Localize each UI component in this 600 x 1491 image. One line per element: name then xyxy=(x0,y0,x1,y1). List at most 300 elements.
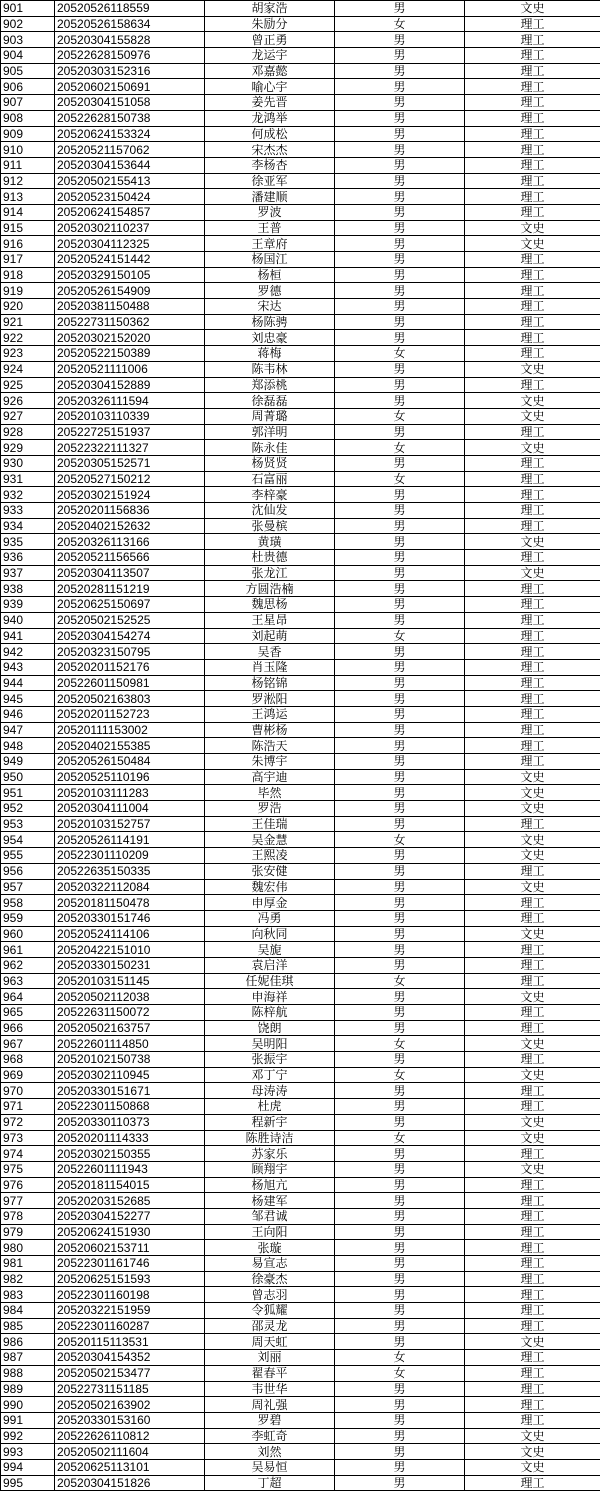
seq-number-cell: 975 xyxy=(1,1161,55,1177)
student-name-cell: 翟春平 xyxy=(205,1365,335,1381)
track-cell: 理工 xyxy=(465,518,600,534)
track-cell: 理工 xyxy=(465,110,600,126)
gender-cell: 男 xyxy=(335,675,465,691)
gender-cell: 男 xyxy=(335,189,465,205)
exam-id-cell: 20520525110196 xyxy=(55,769,205,785)
exam-id-cell: 20520181150478 xyxy=(55,895,205,911)
table-row xyxy=(1,299,600,315)
seq-number-cell: 910 xyxy=(1,142,55,158)
exam-id-cell: 20520302110237 xyxy=(55,220,205,236)
table-row xyxy=(1,1412,600,1428)
track-cell: 理工 xyxy=(465,754,600,770)
exam-id-cell: 20520602153711 xyxy=(55,1240,205,1256)
seq-number-cell: 943 xyxy=(1,659,55,675)
gender-cell: 男 xyxy=(335,706,465,722)
student-name-cell: 徐豪杰 xyxy=(205,1271,335,1287)
exam-id-cell: 20520103152757 xyxy=(55,816,205,832)
exam-id-cell: 20520522150389 xyxy=(55,346,205,362)
table-row xyxy=(1,1146,600,1162)
seq-number-cell: 955 xyxy=(1,848,55,864)
gender-cell: 男 xyxy=(335,361,465,377)
exam-id-cell: 20520502155413 xyxy=(55,173,205,189)
track-cell: 理工 xyxy=(465,581,600,597)
seq-number-cell: 951 xyxy=(1,785,55,801)
table-row xyxy=(1,644,600,660)
table-row xyxy=(1,220,600,236)
gender-cell: 男 xyxy=(335,895,465,911)
student-name-cell: 肖玉隆 xyxy=(205,659,335,675)
seq-number-cell: 905 xyxy=(1,63,55,79)
exam-id-cell: 20520323150795 xyxy=(55,644,205,660)
seq-number-cell: 920 xyxy=(1,299,55,315)
gender-cell: 男 xyxy=(335,503,465,519)
table-row xyxy=(1,691,600,707)
student-name-cell: 张曼槟 xyxy=(205,518,335,534)
track-cell: 文史 xyxy=(465,361,600,377)
exam-id-cell: 20520330151671 xyxy=(55,1083,205,1099)
gender-cell: 男 xyxy=(335,942,465,958)
seq-number-cell: 972 xyxy=(1,1114,55,1130)
gender-cell: 男 xyxy=(335,518,465,534)
seq-number-cell: 987 xyxy=(1,1350,55,1366)
seq-number-cell: 931 xyxy=(1,471,55,487)
exam-id-cell: 20520303152316 xyxy=(55,63,205,79)
gender-cell: 男 xyxy=(335,816,465,832)
table-row xyxy=(1,455,600,471)
track-cell: 理工 xyxy=(465,1381,600,1397)
student-name-cell: 潘建顺 xyxy=(205,189,335,205)
track-cell: 文史 xyxy=(465,848,600,864)
exam-id-cell: 20520526154909 xyxy=(55,283,205,299)
gender-cell: 男 xyxy=(335,1318,465,1334)
table-row xyxy=(1,879,600,895)
exam-id-cell: 20520502163757 xyxy=(55,1020,205,1036)
table-row xyxy=(1,957,600,973)
gender-cell: 男 xyxy=(335,754,465,770)
student-name-cell: 龙运宇 xyxy=(205,48,335,64)
seq-number-cell: 973 xyxy=(1,1130,55,1146)
student-name-cell: 苏家乐 xyxy=(205,1146,335,1162)
student-name-cell: 魏思杨 xyxy=(205,597,335,613)
track-cell: 理工 xyxy=(465,48,600,64)
exam-id-cell: 20520322151959 xyxy=(55,1303,205,1319)
track-cell: 理工 xyxy=(465,1240,600,1256)
seq-number-cell: 986 xyxy=(1,1334,55,1350)
seq-number-cell: 992 xyxy=(1,1428,55,1444)
table-row xyxy=(1,48,600,64)
student-name-cell: 周天虹 xyxy=(205,1334,335,1350)
student-name-cell: 刘然 xyxy=(205,1444,335,1460)
seq-number-cell: 971 xyxy=(1,1099,55,1115)
table-row xyxy=(1,581,600,597)
table-row xyxy=(1,1271,600,1287)
student-name-cell: 陈永佳 xyxy=(205,440,335,456)
exam-id-cell: 20520201114333 xyxy=(55,1130,205,1146)
table-row xyxy=(1,503,600,519)
exam-id-cell: 20520330110373 xyxy=(55,1114,205,1130)
exam-id-cell: 20520302150355 xyxy=(55,1146,205,1162)
student-name-cell: 王普 xyxy=(205,220,335,236)
seq-number-cell: 980 xyxy=(1,1240,55,1256)
student-name-cell: 杜虎 xyxy=(205,1099,335,1115)
track-cell: 理工 xyxy=(465,910,600,926)
table-row xyxy=(1,424,600,440)
table-row xyxy=(1,1397,600,1413)
gender-cell: 女 xyxy=(335,16,465,32)
student-name-cell: 杨建军 xyxy=(205,1193,335,1209)
seq-number-cell: 954 xyxy=(1,832,55,848)
student-name-cell: 喻心宇 xyxy=(205,79,335,95)
student-name-cell: 罗波 xyxy=(205,204,335,220)
track-cell: 文史 xyxy=(465,801,600,817)
gender-cell: 男 xyxy=(335,48,465,64)
exam-id-cell: 20522635150335 xyxy=(55,863,205,879)
gender-cell: 男 xyxy=(335,267,465,283)
track-cell: 文史 xyxy=(465,769,600,785)
gender-cell: 男 xyxy=(335,785,465,801)
roster-body xyxy=(1,1,600,1491)
exam-id-cell: 20520115113531 xyxy=(55,1334,205,1350)
table-row xyxy=(1,550,600,566)
student-name-cell: 徐亚军 xyxy=(205,173,335,189)
student-name-cell: 胡家浩 xyxy=(205,1,335,17)
table-row xyxy=(1,597,600,613)
exam-id-cell: 20520526118559 xyxy=(55,1,205,17)
gender-cell: 女 xyxy=(335,471,465,487)
gender-cell: 男 xyxy=(335,110,465,126)
table-row xyxy=(1,173,600,189)
exam-id-cell: 20520502152525 xyxy=(55,612,205,628)
gender-cell: 男 xyxy=(335,220,465,236)
exam-id-cell: 20520304154274 xyxy=(55,628,205,644)
gender-cell: 男 xyxy=(335,1271,465,1287)
student-name-cell: 王章府 xyxy=(205,236,335,252)
table-row xyxy=(1,471,600,487)
seq-number-cell: 934 xyxy=(1,518,55,534)
seq-number-cell: 927 xyxy=(1,408,55,424)
track-cell: 理工 xyxy=(465,63,600,79)
student-name-cell: 吴旎 xyxy=(205,942,335,958)
gender-cell: 男 xyxy=(335,691,465,707)
seq-number-cell: 956 xyxy=(1,863,55,879)
student-name-cell: 张璇 xyxy=(205,1240,335,1256)
exam-id-cell: 20520181154015 xyxy=(55,1177,205,1193)
student-name-cell: 杨铭锦 xyxy=(205,675,335,691)
gender-cell: 男 xyxy=(335,32,465,48)
seq-number-cell: 944 xyxy=(1,675,55,691)
track-cell: 文史 xyxy=(465,832,600,848)
gender-cell: 男 xyxy=(335,1052,465,1068)
track-cell: 文史 xyxy=(465,1334,600,1350)
table-row xyxy=(1,1428,600,1444)
student-name-cell: 邓嘉懿 xyxy=(205,63,335,79)
seq-number-cell: 952 xyxy=(1,801,55,817)
track-cell: 文史 xyxy=(465,1428,600,1444)
track-cell: 文史 xyxy=(465,989,600,1005)
seq-number-cell: 947 xyxy=(1,722,55,738)
seq-number-cell: 966 xyxy=(1,1020,55,1036)
table-row xyxy=(1,895,600,911)
exam-id-cell: 20520103110339 xyxy=(55,408,205,424)
student-name-cell: 王星昂 xyxy=(205,612,335,628)
gender-cell: 男 xyxy=(335,926,465,942)
student-name-cell: 顾翔宇 xyxy=(205,1161,335,1177)
student-name-cell: 周礼强 xyxy=(205,1397,335,1413)
seq-number-cell: 995 xyxy=(1,1475,55,1491)
gender-cell: 男 xyxy=(335,957,465,973)
seq-number-cell: 945 xyxy=(1,691,55,707)
student-name-cell: 任妮佳琪 xyxy=(205,973,335,989)
seq-number-cell: 925 xyxy=(1,377,55,393)
track-cell: 文史 xyxy=(465,879,600,895)
gender-cell: 女 xyxy=(335,346,465,362)
track-cell: 理工 xyxy=(465,612,600,628)
gender-cell: 男 xyxy=(335,173,465,189)
seq-number-cell: 935 xyxy=(1,534,55,550)
exam-id-cell: 20520402155385 xyxy=(55,738,205,754)
table-row xyxy=(1,267,600,283)
exam-id-cell: 20520304153644 xyxy=(55,157,205,173)
gender-cell: 男 xyxy=(335,1459,465,1475)
exam-id-cell: 20520330151746 xyxy=(55,910,205,926)
table-row xyxy=(1,142,600,158)
seq-number-cell: 917 xyxy=(1,252,55,268)
gender-cell: 男 xyxy=(335,126,465,142)
table-row xyxy=(1,1240,600,1256)
track-cell: 理工 xyxy=(465,267,600,283)
student-name-cell: 李杨杏 xyxy=(205,157,335,173)
exam-id-cell: 20522725151937 xyxy=(55,424,205,440)
table-row xyxy=(1,440,600,456)
track-cell: 文史 xyxy=(465,534,600,550)
exam-id-cell: 20520281151219 xyxy=(55,581,205,597)
student-name-cell: 吴香 xyxy=(205,644,335,660)
gender-cell: 男 xyxy=(335,252,465,268)
seq-number-cell: 941 xyxy=(1,628,55,644)
student-name-cell: 李虹奇 xyxy=(205,1428,335,1444)
seq-number-cell: 949 xyxy=(1,754,55,770)
student-name-cell: 罗德 xyxy=(205,283,335,299)
track-cell: 理工 xyxy=(465,1224,600,1240)
table-row xyxy=(1,1083,600,1099)
gender-cell: 男 xyxy=(335,314,465,330)
table-row xyxy=(1,612,600,628)
track-cell: 文史 xyxy=(465,393,600,409)
exam-id-cell: 20520330150231 xyxy=(55,957,205,973)
table-row xyxy=(1,314,600,330)
track-cell: 理工 xyxy=(465,330,600,346)
gender-cell: 男 xyxy=(335,848,465,864)
student-name-cell: 杨国江 xyxy=(205,252,335,268)
exam-id-cell: 20520304155828 xyxy=(55,32,205,48)
exam-id-cell: 20520304111004 xyxy=(55,801,205,817)
exam-id-cell: 20520302110945 xyxy=(55,1067,205,1083)
track-cell: 理工 xyxy=(465,597,600,613)
table-row xyxy=(1,1224,600,1240)
table-row xyxy=(1,1303,600,1319)
table-row xyxy=(1,1444,600,1460)
gender-cell: 男 xyxy=(335,487,465,503)
track-cell: 理工 xyxy=(465,1193,600,1209)
gender-cell: 男 xyxy=(335,659,465,675)
seq-number-cell: 981 xyxy=(1,1256,55,1272)
gender-cell: 男 xyxy=(335,1005,465,1021)
exam-id-cell: 20520330153160 xyxy=(55,1412,205,1428)
track-cell: 文史 xyxy=(465,440,600,456)
student-name-cell: 杜贵德 xyxy=(205,550,335,566)
seq-number-cell: 968 xyxy=(1,1052,55,1068)
track-cell: 理工 xyxy=(465,1475,600,1491)
gender-cell: 男 xyxy=(335,1303,465,1319)
table-row xyxy=(1,769,600,785)
track-cell: 理工 xyxy=(465,487,600,503)
exam-id-cell: 20520523150424 xyxy=(55,189,205,205)
gender-cell: 男 xyxy=(335,330,465,346)
table-row xyxy=(1,534,600,550)
track-cell: 理工 xyxy=(465,377,600,393)
exam-id-cell: 20520402152632 xyxy=(55,518,205,534)
table-row xyxy=(1,16,600,32)
student-name-cell: 姜先晋 xyxy=(205,95,335,111)
seq-number-cell: 926 xyxy=(1,393,55,409)
student-name-cell: 冯勇 xyxy=(205,910,335,926)
track-cell: 理工 xyxy=(465,1208,600,1224)
gender-cell: 男 xyxy=(335,738,465,754)
seq-number-cell: 991 xyxy=(1,1412,55,1428)
student-name-cell: 王鸿运 xyxy=(205,706,335,722)
seq-number-cell: 963 xyxy=(1,973,55,989)
table-row xyxy=(1,628,600,644)
table-row xyxy=(1,659,600,675)
track-cell: 理工 xyxy=(465,32,600,48)
seq-number-cell: 906 xyxy=(1,79,55,95)
track-cell: 理工 xyxy=(465,691,600,707)
table-row xyxy=(1,848,600,864)
student-name-cell: 杨陈骋 xyxy=(205,314,335,330)
gender-cell: 男 xyxy=(335,455,465,471)
exam-id-cell: 20520329150105 xyxy=(55,267,205,283)
exam-id-cell: 20520304152277 xyxy=(55,1208,205,1224)
exam-id-cell: 20520304151826 xyxy=(55,1475,205,1491)
gender-cell: 男 xyxy=(335,1224,465,1240)
gender-cell: 男 xyxy=(335,1397,465,1413)
track-cell: 理工 xyxy=(465,1005,600,1021)
table-row xyxy=(1,738,600,754)
track-cell: 理工 xyxy=(465,299,600,315)
gender-cell: 男 xyxy=(335,299,465,315)
gender-cell: 男 xyxy=(335,1114,465,1130)
table-row xyxy=(1,1130,600,1146)
track-cell: 理工 xyxy=(465,675,600,691)
gender-cell: 男 xyxy=(335,989,465,1005)
exam-id-cell: 20520201156836 xyxy=(55,503,205,519)
track-cell: 理工 xyxy=(465,283,600,299)
exam-id-cell: 20522601150981 xyxy=(55,675,205,691)
gender-cell: 男 xyxy=(335,801,465,817)
gender-cell: 男 xyxy=(335,581,465,597)
table-row xyxy=(1,32,600,48)
track-cell: 理工 xyxy=(465,1256,600,1272)
exam-id-cell: 20522301150868 xyxy=(55,1099,205,1115)
exam-id-cell: 20520304154352 xyxy=(55,1350,205,1366)
gender-cell: 男 xyxy=(335,1208,465,1224)
gender-cell: 男 xyxy=(335,1428,465,1444)
student-name-cell: 丁超 xyxy=(205,1475,335,1491)
table-row xyxy=(1,1005,600,1021)
table-row xyxy=(1,1318,600,1334)
exam-id-cell: 20520526150484 xyxy=(55,754,205,770)
seq-number-cell: 902 xyxy=(1,16,55,32)
track-cell: 理工 xyxy=(465,628,600,644)
seq-number-cell: 932 xyxy=(1,487,55,503)
seq-number-cell: 985 xyxy=(1,1318,55,1334)
student-name-cell: 罗淞阳 xyxy=(205,691,335,707)
student-name-cell: 杨旭亢 xyxy=(205,1177,335,1193)
student-name-cell: 黄璜 xyxy=(205,534,335,550)
table-row xyxy=(1,1365,600,1381)
track-cell: 理工 xyxy=(465,1177,600,1193)
table-row xyxy=(1,346,600,362)
gender-cell: 男 xyxy=(335,1475,465,1491)
student-name-cell: 徐磊磊 xyxy=(205,393,335,409)
gender-cell: 男 xyxy=(335,550,465,566)
seq-number-cell: 933 xyxy=(1,503,55,519)
student-name-cell: 魏宏伟 xyxy=(205,879,335,895)
table-row xyxy=(1,910,600,926)
seq-number-cell: 977 xyxy=(1,1193,55,1209)
exam-id-cell: 20520526158634 xyxy=(55,16,205,32)
table-row xyxy=(1,1350,600,1366)
track-cell: 理工 xyxy=(465,1020,600,1036)
gender-cell: 男 xyxy=(335,612,465,628)
seq-number-cell: 919 xyxy=(1,283,55,299)
student-name-cell: 申海祥 xyxy=(205,989,335,1005)
table-row xyxy=(1,1052,600,1068)
gender-cell: 男 xyxy=(335,565,465,581)
seq-number-cell: 961 xyxy=(1,942,55,958)
exam-id-cell: 20520201152723 xyxy=(55,706,205,722)
seq-number-cell: 984 xyxy=(1,1303,55,1319)
table-row xyxy=(1,1,600,17)
table-row xyxy=(1,942,600,958)
table-row xyxy=(1,283,600,299)
student-name-cell: 吴金慧 xyxy=(205,832,335,848)
gender-cell: 女 xyxy=(335,1067,465,1083)
seq-number-cell: 964 xyxy=(1,989,55,1005)
track-cell: 文史 xyxy=(465,565,600,581)
gender-cell: 男 xyxy=(335,879,465,895)
gender-cell: 男 xyxy=(335,1412,465,1428)
student-name-cell: 易宣志 xyxy=(205,1256,335,1272)
table-row xyxy=(1,487,600,503)
track-cell: 理工 xyxy=(465,189,600,205)
exam-id-cell: 20520322112084 xyxy=(55,879,205,895)
gender-cell: 女 xyxy=(335,1130,465,1146)
seq-number-cell: 909 xyxy=(1,126,55,142)
track-cell: 文史 xyxy=(465,408,600,424)
track-cell: 理工 xyxy=(465,1083,600,1099)
table-row xyxy=(1,785,600,801)
gender-cell: 男 xyxy=(335,597,465,613)
gender-cell: 男 xyxy=(335,393,465,409)
track-cell: 文史 xyxy=(465,926,600,942)
gender-cell: 男 xyxy=(335,63,465,79)
seq-number-cell: 969 xyxy=(1,1067,55,1083)
table-row xyxy=(1,1193,600,1209)
student-name-cell: 陈梓航 xyxy=(205,1005,335,1021)
gender-cell: 男 xyxy=(335,534,465,550)
gender-cell: 男 xyxy=(335,1020,465,1036)
